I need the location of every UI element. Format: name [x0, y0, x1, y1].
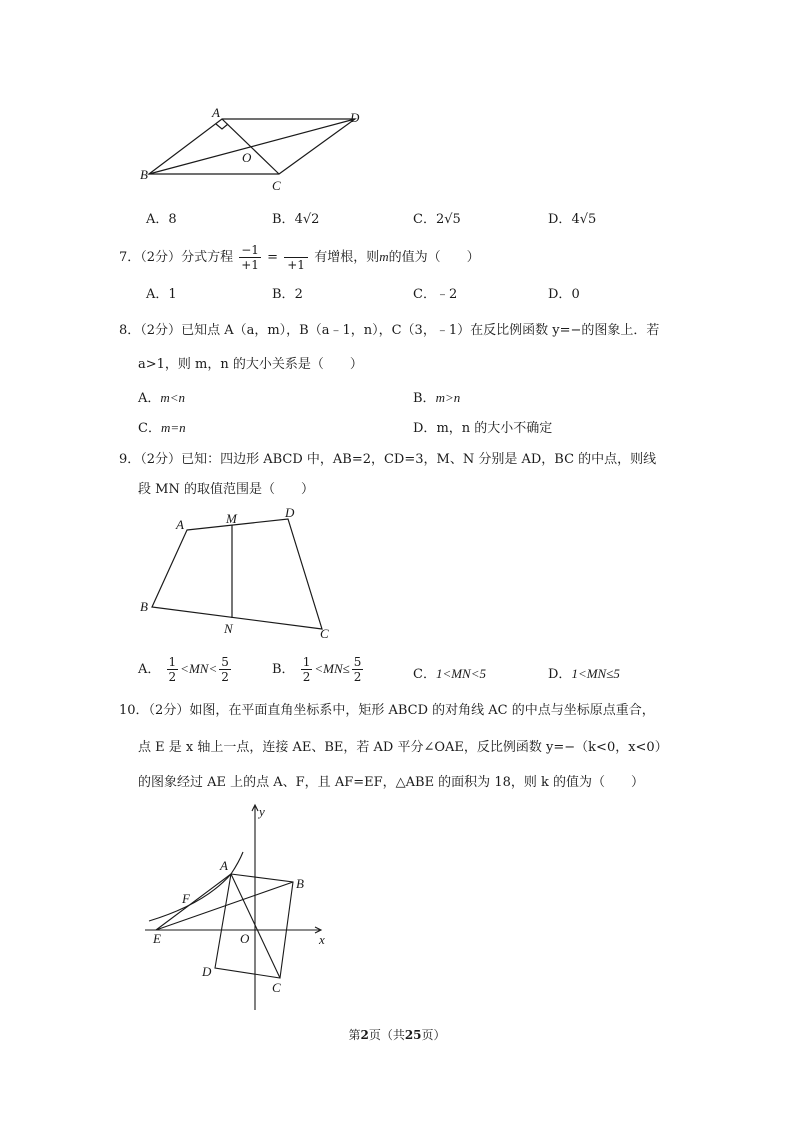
segment-ae	[156, 874, 231, 930]
q7-option-c[interactable]: C．﹣2	[413, 287, 458, 302]
q7-frac1: $\frac{-1}{+1}$	[241, 243, 259, 272]
q7-option-a[interactable]: A．1	[146, 287, 177, 302]
q6-option-d[interactable]: D．4√5	[548, 212, 597, 227]
page-footer: 第2页（共25页）	[348, 1028, 446, 1042]
q6-label-a: A	[212, 105, 220, 120]
q6-option-c[interactable]: C．2√5	[413, 212, 461, 227]
q10-label-b: B	[296, 876, 304, 891]
q9-label-m: M	[226, 511, 237, 526]
q10-label-y: y	[259, 804, 265, 819]
q6-label-d: D	[350, 110, 360, 125]
q8-option-a[interactable]: A．m<n	[138, 390, 186, 406]
q6-figure	[130, 100, 370, 200]
q8-stem-line2: a>1，则 m，n 的大小关系是（ ）	[138, 357, 363, 372]
q10-label-e: E	[153, 931, 161, 946]
q10-label-o: O	[240, 931, 250, 946]
q7-option-d[interactable]: D．0	[548, 287, 580, 302]
q9-label-n: N	[224, 621, 233, 636]
q7-stem: 7．（2分）分式方程 $\frac{-1}{+1}$ = +1 有增根，则m的值为（ ）	[119, 243, 480, 272]
q8-option-b[interactable]: B．m>n	[413, 390, 461, 406]
diagonal-ac	[222, 119, 279, 174]
q10-label-x: x	[319, 932, 325, 947]
q6-label-c: C	[272, 178, 281, 193]
q9-label-d: D	[285, 505, 295, 520]
q10-figure	[135, 800, 345, 1015]
q9-stem-line2: 段 MN 的取值范围是（ ）	[138, 482, 314, 497]
q8-option-c[interactable]: C．m=n	[138, 420, 186, 436]
q6-option-a[interactable]: A．8	[146, 212, 177, 227]
q10-stem-line2: 点 E 是 x 轴上一点，连接 AE、BE，若 AD 平分∠OAE，反比例函数 y=−（k<0，x<0）	[138, 740, 668, 755]
q10-stem-line3: 的图象经过 AE 上的点 A、F，且 AF=EF，△ABE 的面积为 18，则 k 的值为（ ）	[138, 775, 645, 790]
q10-label-a: A	[220, 858, 228, 873]
diagonal-bd	[149, 119, 355, 174]
segment-be	[156, 882, 293, 930]
q7-option-b[interactable]: B．2	[272, 287, 303, 302]
q8-option-d[interactable]: D．m，n 的大小不确定	[413, 421, 553, 436]
q9-label-b: B	[140, 599, 148, 614]
rectangle-abcd	[215, 874, 293, 978]
q9-figure	[130, 502, 340, 647]
q6-label-b: B	[140, 167, 148, 182]
q7-frac2: +1	[284, 243, 308, 272]
q10-label-f: F	[182, 891, 190, 906]
q9-option-a[interactable]: A． $\frac{1}{2}$ <MN< $\frac{5}{2}$	[138, 655, 229, 684]
q9-option-b[interactable]: B． $\frac{1}{2}$ <MN≤ $\frac{5}{2}$	[272, 655, 362, 684]
q9-option-c[interactable]: C．1<MN<5	[413, 666, 486, 682]
q10-label-c: C	[272, 980, 281, 995]
q10-stem-line1: 10．（2分）如图，在平面直角坐标系中，矩形 ABCD 的对角线 AC 的中点与坐标原点重合，	[119, 703, 655, 718]
q6-label-o: O	[242, 150, 252, 165]
q9-stem-line1: 9．（2分）已知：四边形 ABCD 中，AB=2，CD=3，M、N 分别是 AD，BC 的中点，则线	[119, 452, 657, 467]
q6-option-b[interactable]: B．4√2	[272, 212, 320, 227]
q8-stem-line1: 8．（2分）已知点 A（a，m），B（a﹣1，n），C（3，﹣1）在反比例函数 y=−的图象上．若	[119, 323, 660, 338]
right-angle-mark	[216, 124, 228, 129]
q9-label-a: A	[176, 517, 184, 532]
q10-label-d: D	[202, 964, 212, 979]
q9-option-d[interactable]: D．1<MN≤5	[548, 666, 620, 682]
quadrilateral-abcd	[152, 519, 322, 629]
q9-label-c: C	[320, 626, 329, 641]
